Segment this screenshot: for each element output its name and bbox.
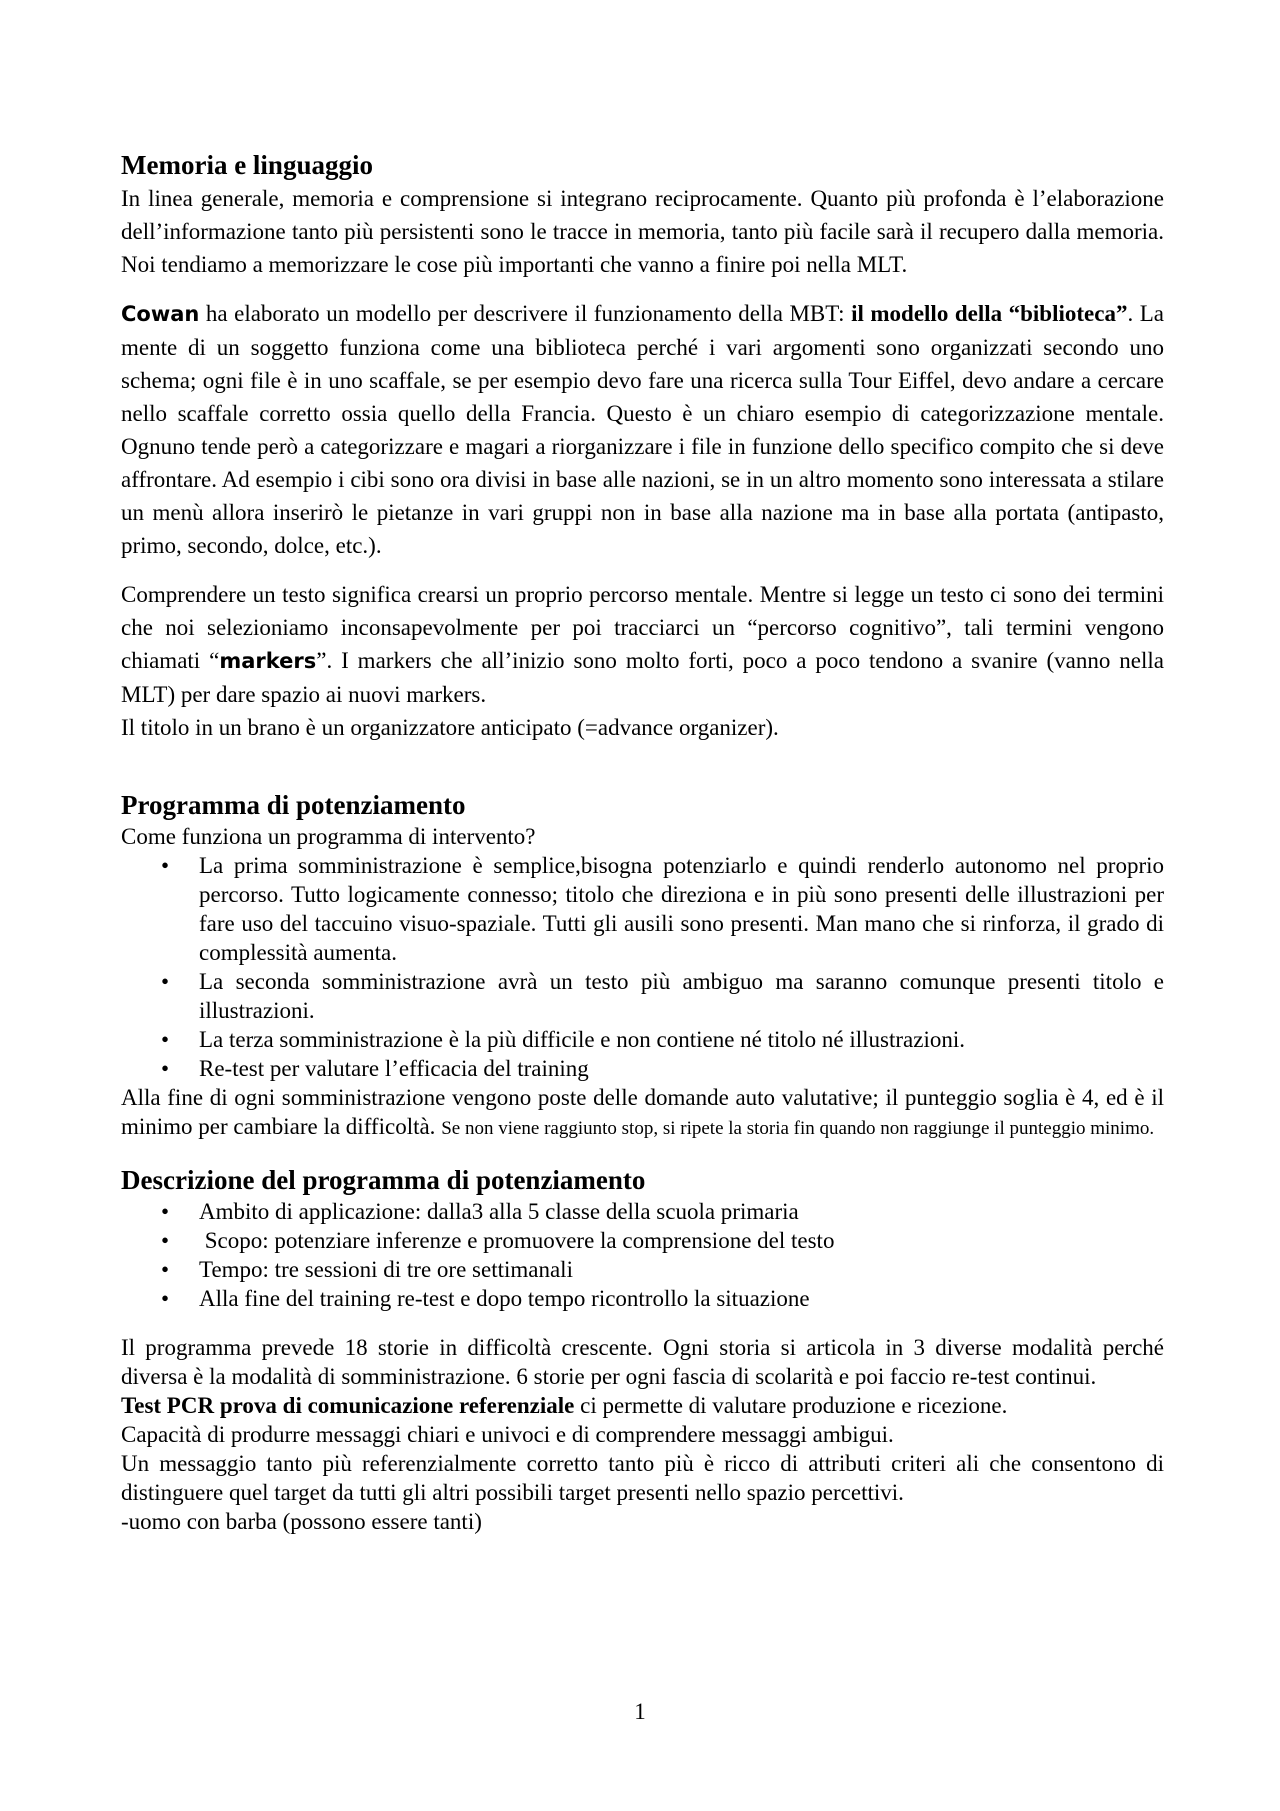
list-item: • La terza somministrazione è la più difficile e non contiene né titolo né illustrazioni. (199, 1025, 1164, 1054)
list-item: • Re-test per valutare l’efficacia del training (199, 1054, 1164, 1083)
paragraph-memoria-intro: In linea generale, memoria e comprensione si integrano reciprocamente. Quanto più profonda è l’elaborazione dell’informazione tanto più persistenti sono le tracce in memoria, tanto più facile sarà il recupero dalla memoria. Noi tendiamo a memorizzare le cose più importanti che vanno a finire poi nella MLT. (121, 186, 1164, 277)
test-pcr-text: ci permette di valutare produzione e ricezione. (574, 1393, 1008, 1418)
section-title-descrizione: Descrizione del programma di potenziamento (121, 1165, 646, 1195)
programma-outro (121, 1083, 1164, 1143)
markers-text-a: Comprendere un testo significa crearsi un proprio percorso mentale. Mentre si legge un testo ci sono dei termini che noi selezioniamo inconsapevolmente per poi tracciarci un “percorso cognitivo”, tali termini vengono chiamati “ (121, 582, 1164, 673)
programma-list (121, 851, 1164, 1083)
paragraph-capacita: Capacità di produrre messaggi chiari e univoci e di comprendere messaggi ambigui. (121, 1422, 894, 1447)
section-title-memoria: Memoria e linguaggio (121, 150, 373, 180)
paragraph-markers (121, 578, 1164, 711)
cowan-name: Cowan (121, 302, 200, 326)
paragraph-test-pcr (121, 1391, 1164, 1420)
cowan-text-a: ha elaborato un modello per descrivere il funzionamento della MBT: (199, 301, 852, 326)
list-item: • Ambito di applicazione: dalla3 alla 5 classe della scuola primaria (199, 1197, 1164, 1226)
paragraph-uomo-barba: -uomo con barba (possono essere tanti) (121, 1509, 482, 1534)
paragraph-advance-organizer: Il titolo in un brano è un organizzatore anticipato (=advance organizer). (121, 715, 779, 740)
list-item: • Tempo: tre sessioni di tre ore settimanali (199, 1255, 1164, 1284)
programma-intro: Come funziona un programma di intervento? (121, 824, 536, 849)
list-item: • Scopo: potenziare inferenze e promuovere la comprensione del testo (199, 1226, 1164, 1255)
descrizione-list (121, 1197, 1164, 1313)
paragraph-cowan (121, 297, 1164, 562)
outro-text: Alla fine di ogni somministrazione vengono poste delle domande auto valutative; il punteggio soglia è 4, ed è il minimo per cambiare la difficoltà. (121, 1085, 1164, 1139)
list-item: • Alla fine del training re-test e dopo tempo ricontrollo la situazione (199, 1284, 1164, 1313)
markers-text-b: ”. I markers che all’inizio sono molto forti, poco a poco tendono a svanire (vanno nella MLT) per dare spazio ai nuovi markers. (121, 648, 1164, 707)
outro-small-text: Se non viene raggiunto stop, si ripete la storia fin quando non raggiunge il punteggio minimo. (441, 1118, 1155, 1139)
cowan-model-name: il modello della “biblioteca” (851, 301, 1128, 326)
test-pcr-name: prova di comunicazione referenziale (214, 1393, 575, 1418)
section-title-programma: Programma di potenziamento (121, 790, 466, 820)
paragraph-18-storie: Il programma prevede 18 storie in difficoltà crescente. Ogni storia si articola in 3 diverse modalità perché diversa è la modalità di somministrazione. 6 storie per ogni fascia di scolarità e poi faccio re-test continui. (121, 1335, 1164, 1389)
markers-term: markers (219, 649, 317, 673)
cowan-text-b: . La mente di un soggetto funziona come una biblioteca perché i vari argomenti sono organizzati secondo uno schema; ogni file è in uno scaffale, se per esempio devo fare una ricerca sulla Tour Eiffel, devo andare a cercare nello scaffale corretto ossia quello della Francia. Questo è un chiaro esempio di categorizzazione mentale. Ognuno tende però a categorizzare e magari a riorganizzare i file in funzione dello specifico compito che si deve affrontare. Ad esempio i cibi sono ora divisi in base alle nazioni, se in un altro momento sono interessata a stilare un menù allora inserirò le pietanze in vari gruppi non in base alla nazione ma in base alla portata (antipasto, primo, secondo, dolce, etc.). (121, 301, 1164, 558)
test-pcr-label: Test PCR (121, 1393, 215, 1418)
list-item: • La seconda somministrazione avrà un testo più ambiguo ma saranno comunque presenti titolo e illustrazioni. (199, 967, 1164, 1025)
list-item: • La prima somministrazione è semplice,bisogna potenziarlo e quindi renderlo autonomo nel proprio percorso. Tutto logicamente connesso; titolo che direziona e in più sono presenti delle illustrazioni per fare uso del taccuino visuo-spaziale. Tutti gli ausili sono presenti. Man mano che si rinforza, il grado di complessità aumenta. (199, 851, 1164, 967)
paragraph-messaggio: Un messaggio tanto più referenzialmente corretto tanto più è ricco di attributi criteri ali che consentono di distinguere quel target da tutti gli altri possibili target presenti nello spazio percettivi. (121, 1451, 1164, 1505)
page-number: 1 (634, 1699, 646, 1724)
